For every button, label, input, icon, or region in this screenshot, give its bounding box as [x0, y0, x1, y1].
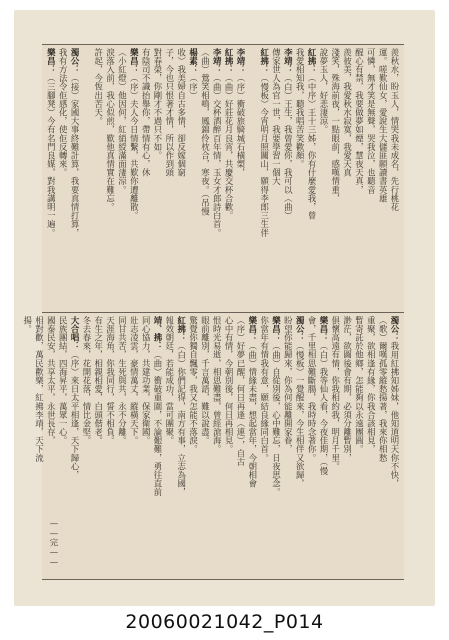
text-column — [188, 316, 199, 576]
text-column — [93, 316, 104, 576]
line-text: 我有方法令佢感化，使佢反轉來。 — [58, 48, 69, 177]
text-column — [164, 48, 175, 310]
text-column — [223, 48, 234, 310]
text-column — [235, 316, 246, 576]
line-text: 相對歡，萬民歡樂，紅拂李靖，天下流 — [34, 316, 45, 463]
text-column — [116, 48, 127, 310]
text-column — [211, 48, 222, 310]
line-text: 眼前離別，千言萬語，難以說盡。 — [200, 316, 211, 445]
text-column — [140, 316, 151, 576]
text-column — [176, 48, 187, 310]
text-column — [247, 316, 258, 576]
text-column — [164, 316, 175, 576]
speaker-label: 紅拂： — [307, 48, 318, 74]
text-column — [128, 316, 139, 576]
text-column — [342, 316, 353, 576]
text-column — [389, 48, 400, 310]
line-text: 心中有情，今朝別後，何日再相見。 — [224, 316, 235, 454]
text-column — [259, 48, 270, 310]
text-column — [271, 48, 282, 310]
text-column — [57, 48, 68, 310]
speaker-label: 樂昌： — [318, 316, 329, 342]
text-column — [45, 48, 56, 310]
text-column — [152, 48, 163, 310]
line-text: 會，千里相思難斷腸，我時時念著你。 — [307, 316, 318, 463]
line-text: 我愛相知我，聽我唱苦笑歡顏。 — [295, 48, 306, 169]
line-text: （歌）爾嘆孤零縱愁揚著，我來你相愁 — [378, 316, 389, 463]
line-text: 傳家世人為官一世，我要學習一個大 — [271, 48, 282, 186]
text-column — [34, 316, 45, 576]
line-text: 醒心有禁，我要做夢如煙，慧夜天真， — [354, 48, 365, 195]
line-text: 羨彼美，我愛秋水寂寞，我愛天真 — [342, 48, 353, 177]
end-mark: ——完—— — [49, 518, 59, 567]
line-text: （序）衝破旅騎城石橫槊， — [235, 73, 246, 177]
line-text: （曲）好莊花月良宵，共慶交杯合歡。 — [224, 73, 235, 220]
speaker-label: 李靖： — [283, 48, 294, 74]
line-text: （序）來日太平相逢，天下歸心， — [70, 350, 81, 480]
bottom-rule — [42, 579, 404, 580]
text-column — [330, 48, 341, 310]
speaker-label: 大合唱： — [70, 316, 81, 351]
text-column — [188, 48, 199, 310]
line-text: （中序）王十三姊，你有什麼愛我，曾 — [307, 73, 318, 220]
text-column — [365, 316, 376, 576]
text-column — [199, 48, 210, 310]
line-text: 揚。 — [22, 316, 33, 334]
line-text: 淚落入前，我心似煎，歎他真情實在難忘。 — [105, 48, 116, 212]
line-text: 重聚，欲相逢有緣，你我合該相見， — [366, 316, 377, 454]
text-column — [294, 48, 305, 310]
text-column — [306, 316, 317, 576]
line-text: 收）我美婦自古多情，卻反嫁個窮 — [176, 48, 187, 177]
line-text: 恨時光易逝，相思難盡，曾經滄海。 — [212, 316, 223, 454]
scanned-sheet — [14, 10, 435, 606]
text-column — [199, 316, 210, 576]
speaker-label: 樂昌： — [247, 316, 258, 342]
text-column — [116, 316, 127, 576]
line-text: 淺笑，殊海前夜，一點眼前，感嘆情重， — [330, 48, 341, 203]
speaker-label: 紅拂： — [176, 316, 187, 342]
speaker-label: 紅拂： — [259, 48, 270, 74]
line-text: 俱懷高遠有情，你我相約我，明月千里。 — [330, 316, 341, 471]
line-text: （序）夫人今日情繫，共歎你遭離散。 — [129, 73, 140, 220]
top-rule — [42, 44, 404, 45]
text-column — [377, 48, 388, 310]
script-page — [22, 44, 404, 580]
text-column — [105, 316, 116, 576]
line-text: （慢板）今宵明月照關山，願得李郎三生伴 — [259, 73, 270, 237]
line-text: 子，今也只恨著才情，所以作到頭 — [164, 48, 175, 177]
text-column — [105, 48, 116, 310]
line-text: （序） — [188, 73, 199, 100]
text-column — [69, 48, 80, 310]
text-column — [259, 316, 270, 576]
text-column — [353, 48, 364, 310]
speaker-label: 李靖： — [235, 48, 246, 74]
speaker-label: 濁公： — [390, 316, 400, 342]
line-text: 壯志凌雲，豪情萬丈，縱橫天下。 — [129, 316, 140, 445]
middle-rule — [42, 312, 404, 313]
line-text: 同甘共苦，生死與共，永不分離。 — [117, 316, 128, 445]
text-column — [271, 316, 282, 576]
speaker-label: 靖、拂： — [153, 316, 163, 351]
line-text: （曲）衝破重圍，不論艱難，勇往直前 — [153, 350, 163, 497]
line-text: （序）好夢已醒，何日再逢（連），自古 — [235, 316, 246, 467]
line-text: 報效朝廷，若能成功，當可團聚。 — [164, 316, 175, 445]
text-column — [235, 48, 246, 310]
line-text: （曲）自從別後，心中難忘，日夜思念。 — [271, 341, 282, 497]
text-column — [342, 48, 353, 310]
line-text: （白）王生，我曾愛你，我可以（曲） — [283, 73, 294, 220]
line-text: （小紅燈）他因何，紅綃綬滿面淒涼。 — [117, 48, 128, 195]
line-text: （接）家國大事終難計算，我要真情打算， — [70, 73, 81, 237]
text-column — [152, 316, 163, 576]
line-text: 有生之年，相親相愛，白頭偕老。 — [93, 316, 104, 445]
line-text: （曲）交杯酒醉百年情，玉女才郎詩白首。 — [212, 73, 223, 237]
line-text: 你當年有情我有意，願結良緣同白首。 — [259, 316, 270, 463]
line-text: （白）你們記得，南方有事，立志為國， — [176, 341, 187, 497]
line-text: （三腳凳）今有名門良媒，對我講明一遍。 — [46, 73, 57, 237]
line-text: 民族團結，四海昇平，萬眾一心。 — [58, 316, 69, 445]
speaker-label: 樂昌： — [46, 48, 57, 74]
text-column — [140, 48, 151, 310]
text-column — [211, 316, 222, 576]
line-text: 有陰司不識抬舉你，帶情有心，休 — [141, 48, 152, 177]
text-column — [389, 316, 400, 576]
speaker-label: 濁公： — [70, 48, 81, 74]
text-column — [81, 316, 92, 576]
speaker-label: 楊素： — [188, 48, 199, 74]
text-column — [353, 316, 364, 576]
text-column — [282, 316, 293, 576]
line-text: 同心協力，共建功業，保家衛國。 — [141, 316, 152, 445]
text-column — [330, 316, 341, 576]
line-text: 驚覺你獨自飄零，我又怎能不落淚。 — [188, 316, 199, 454]
line-text: 我用紅拂知姊妹，他知道明天你不快， — [390, 341, 400, 488]
line-text: 可憐，無才笑是無聲，哭我泣，也聽音 — [366, 48, 377, 195]
line-text: 盼望你能歸來，你為何能離開家眷， — [283, 316, 294, 454]
text-column — [365, 48, 376, 310]
line-text: 冬去春來，花開花落，情比金堅。 — [81, 316, 92, 445]
line-text: 說夢玉人，好悲淒涼。 — [318, 48, 329, 134]
line-text: （曲）情緣未盡，想起當年，今朝相會 — [247, 341, 258, 488]
text-column — [318, 48, 329, 310]
line-text: 對春榮，你剛才不過只不如。 — [153, 48, 163, 160]
speaker-label: 紅拂： — [224, 48, 235, 74]
text-column — [377, 316, 388, 576]
text-column — [294, 316, 305, 576]
line-text: （慢板）一覺醒來，今生相伴又欲歸， — [295, 341, 306, 488]
text-column — [128, 48, 139, 310]
text-column — [176, 316, 187, 576]
line-text: 國泰民安，共享太平，永世長存， — [46, 316, 57, 445]
text-column — [318, 316, 329, 576]
text-column — [69, 316, 80, 576]
line-text: （曲）鶯笑相鳴，鳳錦伶枕合，寒夜。（吊慢 — [200, 48, 211, 216]
text-column — [306, 48, 317, 310]
line-text: 暫寄託於他鄉，怎能夠以永遠團圓。 — [354, 316, 365, 454]
line-text: 許起，今恆出苦天。 — [93, 48, 104, 126]
text-column — [282, 48, 293, 310]
page-caption: 20060021042_P014 — [125, 611, 324, 633]
speaker-label: 李靖： — [212, 48, 223, 74]
speaker-label: 濁公： — [295, 316, 306, 342]
line-text: 羨秋水，盼玉人，情哭我未成名，先行桃花 — [390, 48, 400, 212]
line-text: 運。嗟歎仙女，愛說生大儲匪願讀書英雄 — [378, 48, 389, 203]
text-column — [223, 316, 234, 576]
text-column — [93, 48, 104, 310]
line-text: 渺茫，欲圖後會有期，必須分離暫別， — [342, 316, 353, 463]
speaker-label: 樂昌： — [129, 48, 140, 74]
speaker-label: 樂昌： — [271, 316, 282, 342]
text-column — [22, 316, 33, 576]
line-text: 天涯海角，你我同行，誓不相負。 — [105, 316, 116, 445]
line-text: （白）我等仙人看，今夜佳期，（慢 — [318, 341, 329, 476]
